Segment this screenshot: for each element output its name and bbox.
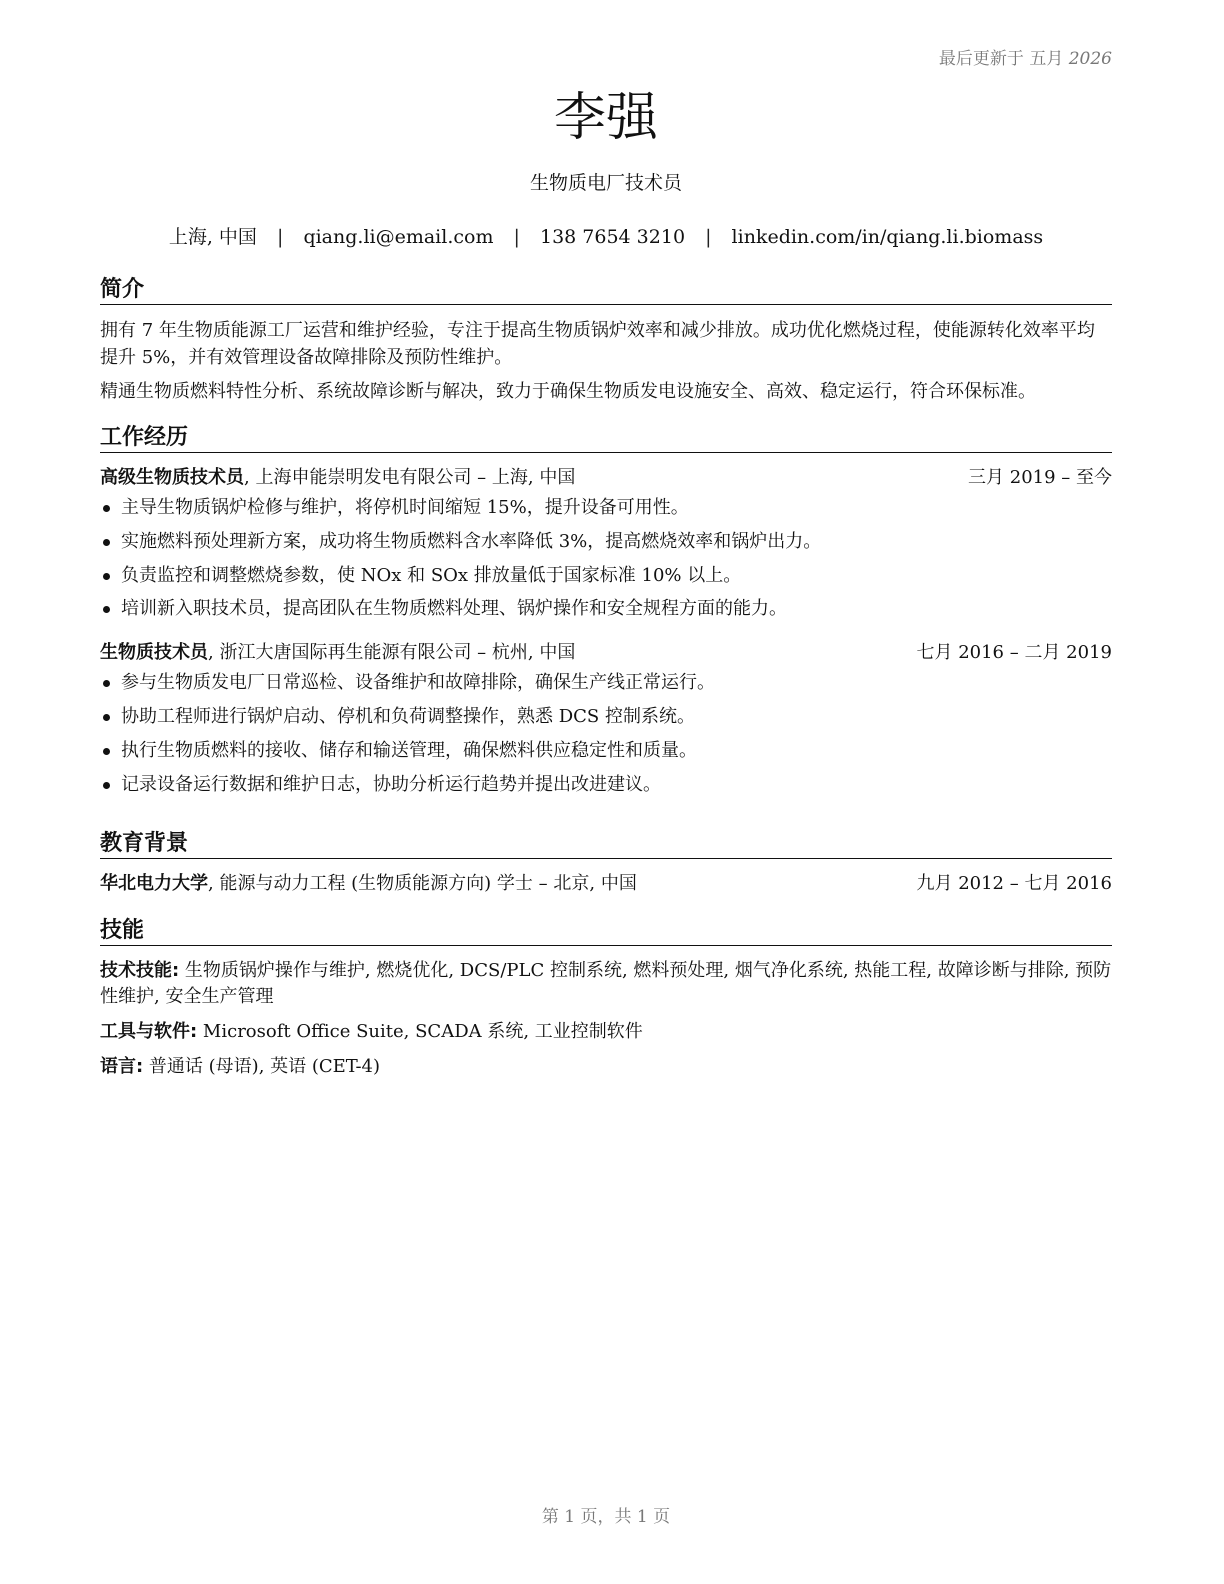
section-heading-skills: 技能	[100, 917, 1112, 946]
section-heading-summary: 简介	[100, 276, 1112, 305]
job-bullets	[100, 670, 1112, 797]
job-entry	[100, 465, 1112, 622]
skill-text: Microsoft Office Suite, SCADA 系统, 工业控制软件	[197, 1021, 643, 1042]
section-heading-experience: 工作经历	[100, 424, 1112, 453]
job-dates: 三月 2019 – 至今	[968, 467, 1112, 488]
education-dates: 九月 2012 – 七月 2016	[916, 873, 1112, 894]
summary-section	[100, 276, 1112, 412]
skill-label: 工具与软件:	[100, 1021, 198, 1042]
job-dates: 七月 2016 – 二月 2019	[916, 642, 1112, 664]
candidate-name: 李强	[553, 88, 658, 148]
skill-text: 生物质锅炉操作与维护, 燃烧优化, DCS/PLC 控制系统, 燃料预处理, 烟气净化系统, 热能工程, 故障诊断与排除, 预防性维护, 安全生产管理	[100, 960, 1112, 1007]
list-item: 记录设备运行数据和维护日志，协助分析运行趋势并提出改进建议。	[100, 772, 1112, 798]
last-updated	[939, 44, 1112, 69]
last-updated-label: 最后更新于 五月	[938, 49, 1064, 69]
list-item: 主导生物质锅炉检修与维护，将停机时间缩短 15%，提升设备可用性。	[100, 495, 1112, 521]
skills-section	[100, 917, 1112, 1089]
summary-paragraph: 精通生物质燃料特性分析、系统故障诊断与解决，致力于确保生物质发电设施安全、高效、稳定运行，符合环保标准。	[100, 381, 1036, 402]
list-item: 实施燃料预处理新方案，成功将生物质燃料含水率降低 3%，提高燃烧效率和锅炉出力。	[100, 529, 1112, 555]
job-role: 生物质技术员	[100, 642, 208, 664]
list-item: 培训新入职技术员，提高团队在生物质燃料处理、锅炉操作和安全规程方面的能力。	[100, 596, 1112, 622]
job-company: , 上海申能崇明发电有限公司 – 上海, 中国	[244, 467, 576, 488]
education-section	[100, 830, 1112, 897]
job-role-org	[100, 465, 575, 491]
contact-email[interactable]: qiang.li@email.com	[303, 226, 494, 248]
job-header	[100, 640, 1112, 666]
education-school: 华北电力大学	[100, 873, 208, 894]
job-title: 生物质电厂技术员	[529, 172, 682, 194]
skill-text: 普通话 (母语), 英语 (CET-4)	[143, 1056, 381, 1077]
skill-line	[100, 1019, 1112, 1045]
page-number: 第 1 页，共 1 页	[541, 1507, 671, 1527]
skill-line	[100, 958, 1112, 1010]
job-bullets	[100, 495, 1112, 622]
job-entry	[100, 640, 1112, 797]
contact-line	[100, 224, 1112, 250]
section-heading-education: 教育背景	[100, 830, 1112, 859]
job-role-org	[100, 640, 575, 666]
contact-separator: |	[513, 226, 520, 248]
job-company: , 浙江大唐国际再生能源有限公司 – 杭州, 中国	[208, 642, 576, 664]
contact-location: 上海, 中国	[168, 226, 257, 248]
job-role: 高级生物质技术员	[100, 467, 244, 488]
last-updated-year: 2026	[1068, 49, 1112, 69]
list-item: 参与生物质发电厂日常巡检、设备维护和故障排除，确保生产线正常运行。	[100, 670, 1112, 696]
skill-line	[100, 1054, 1112, 1080]
list-item: 执行生物质燃料的接收、储存和输送管理，确保燃料供应稳定性和质量。	[100, 738, 1112, 764]
summary-paragraph: 拥有 7 年生物质能源工厂运营和维护经验，专注于提高生物质锅炉效率和减少排放。成功优化燃烧过程，使能源转化效率平均提升 5%，并有效管理设备故障排除及预防性维护。	[100, 320, 1095, 368]
skill-label: 技术技能:	[100, 960, 180, 981]
experience-section	[100, 424, 1112, 806]
contact-separator: |	[705, 226, 712, 248]
education-degree: , 能源与动力工程 (生物质能源方向) 学士 – 北京, 中国	[208, 873, 637, 894]
contact-separator: |	[276, 226, 284, 248]
contact-phone: 138 7654 3210	[539, 226, 686, 248]
job-header	[100, 465, 1112, 491]
education-entry	[100, 871, 1112, 897]
contact-linkedin[interactable]: linkedin.com/in/qiang.li.biomass	[731, 226, 1044, 248]
skill-label: 语言:	[100, 1056, 144, 1077]
resume-page	[100, 0, 1112, 1584]
list-item: 协助工程师进行锅炉启动、停机和负荷调整操作，熟悉 DCS 控制系统。	[100, 704, 1112, 730]
list-item: 负责监控和调整燃烧参数，使 NOx 和 SOx 排放量低于国家标准 10% 以上。	[100, 563, 1112, 589]
education-school-detail	[100, 871, 637, 897]
